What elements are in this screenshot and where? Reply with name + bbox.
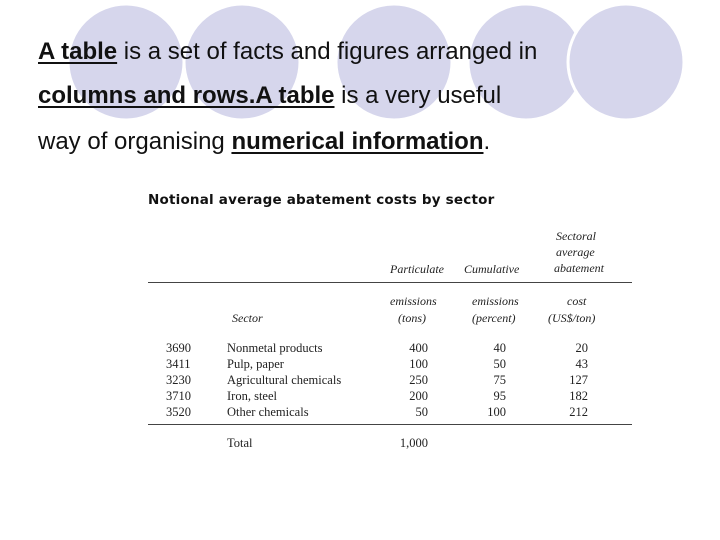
- header-cost: cost: [567, 294, 587, 308]
- intro-text-span: .: [483, 128, 491, 155]
- header-cumulative: Cumulative: [464, 262, 520, 276]
- row-cumulative: 50: [493, 357, 506, 371]
- table-rule-top: [148, 282, 632, 283]
- row-cost: 182: [569, 389, 588, 403]
- row-cost: 20: [575, 341, 588, 355]
- row-code: 3411: [166, 357, 191, 371]
- header-percent: (percent): [472, 311, 516, 325]
- term-numerical-information: numerical information: [231, 128, 484, 155]
- row-emissions: 250: [409, 373, 428, 387]
- intro-line-3: [38, 120, 698, 164]
- table-rule-bottom: [148, 424, 632, 425]
- intro-line-2: [38, 74, 698, 118]
- abatement-cost-table: [148, 188, 632, 458]
- row-cost: 212: [569, 405, 588, 419]
- row-code: 3520: [166, 405, 191, 419]
- header-particulate: Particulate: [390, 262, 444, 276]
- row-emissions: 400: [409, 341, 428, 355]
- total-value: 1,000: [399, 436, 428, 450]
- row-sector: Agricultural chemicals: [227, 373, 342, 387]
- row-cost: 43: [575, 357, 588, 371]
- term-columns-rows: columns and rows.A table: [38, 82, 335, 109]
- term-a-table: A table: [38, 38, 118, 65]
- row-cost: 127: [569, 373, 588, 387]
- row-cumulative: 95: [493, 389, 506, 403]
- row-cumulative: 100: [487, 405, 506, 419]
- header-emissions-percent: emissions: [472, 294, 519, 308]
- intro-text-span: is a very useful: [334, 82, 502, 109]
- row-sector: Pulp, paper: [227, 357, 284, 371]
- row-emissions: 200: [409, 389, 428, 403]
- row-code: 3230: [166, 373, 191, 387]
- row-code: 3690: [166, 341, 191, 355]
- intro-text-span: is a set of facts and figures arranged in: [117, 38, 538, 65]
- header-abatement: abatement: [554, 261, 604, 275]
- header-sector: Sector: [232, 311, 263, 325]
- row-emissions: 100: [409, 357, 428, 371]
- intro-text-span: way of organising: [38, 128, 232, 155]
- header-tons: (tons): [398, 311, 426, 325]
- row-sector: Other chemicals: [227, 405, 309, 419]
- header-sectoral: Sectoral: [556, 229, 596, 243]
- header-emissions-tons: emissions: [390, 294, 437, 308]
- row-cumulative: 40: [493, 341, 506, 355]
- row-sector: Iron, steel: [227, 389, 277, 403]
- table-title: Notional average abatement costs by sector: [148, 192, 495, 208]
- header-average: average: [556, 245, 595, 259]
- row-cumulative: 75: [493, 373, 506, 387]
- intro-line-1: [38, 30, 698, 74]
- total-label: Total: [227, 436, 253, 450]
- row-sector: Nonmetal products: [227, 341, 323, 355]
- intro-text: [38, 30, 698, 164]
- row-emissions: 50: [415, 405, 428, 419]
- header-usd-per-ton: (US$/ton): [548, 311, 596, 325]
- row-code: 3710: [166, 389, 191, 403]
